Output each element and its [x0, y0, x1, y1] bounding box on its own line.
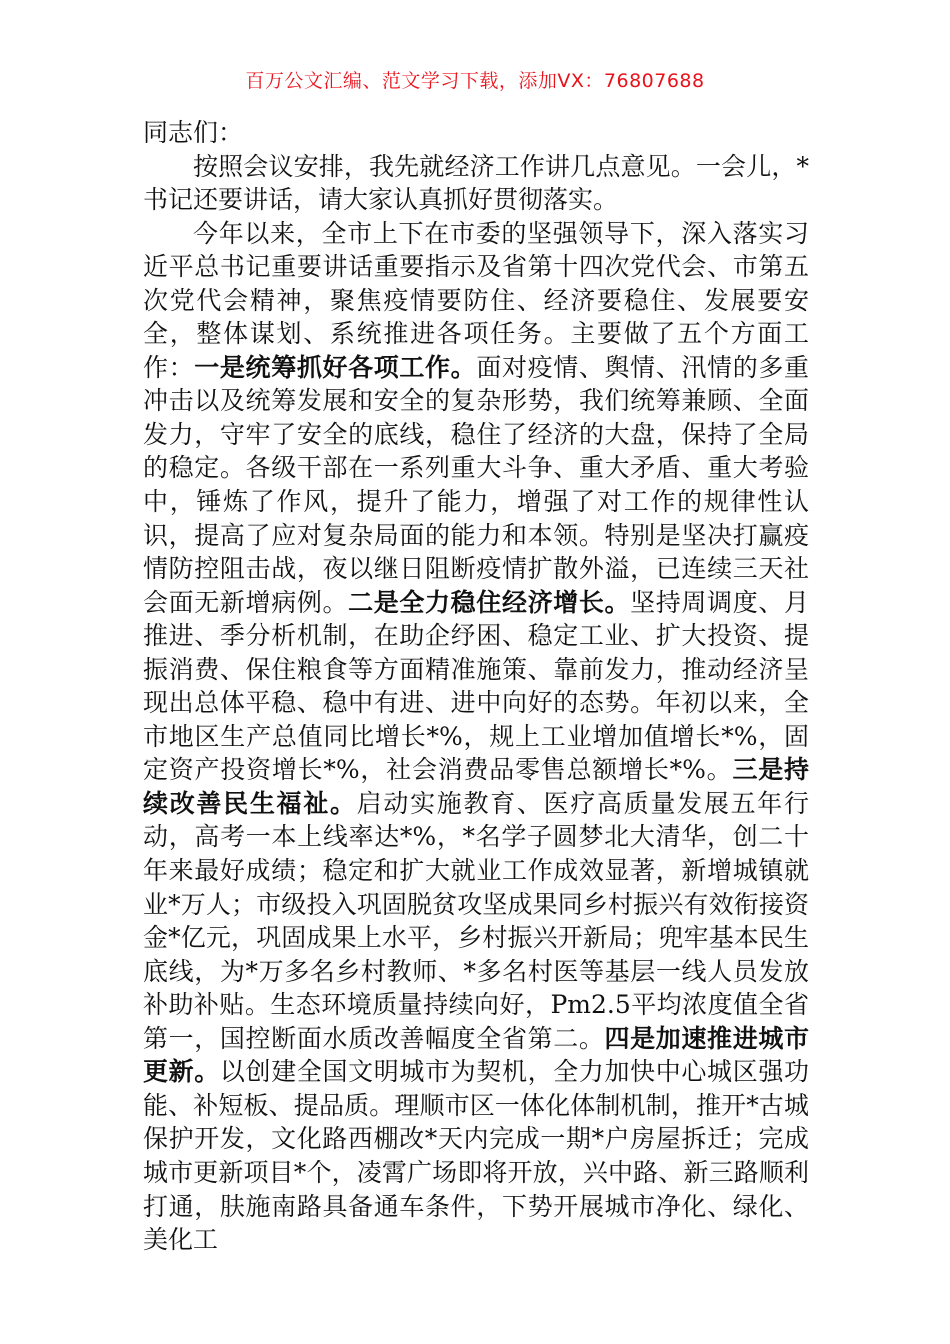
paragraph-2	[143, 217, 809, 1257]
point-3-title: 三是持续改善民生福祉。	[143, 755, 809, 818]
point-3-text: 启动实施教育、医疗高质量发展五年行动，高考一本上线率达*%，*名学子圆梦北大清华，创二十年来最好成绩；稳定和扩大就业工作成效显著，新增城镇就业*万人；市级投入巩固脱贫攻坚成果同乡村振兴有效衔接资金*亿元，巩固成果上水平，乡村振兴开新局；兜牢基本民生底线，为*万多名乡村教师、*多名村医等基层一线人员发放补助补贴。生态环境质量持续向好，Pm2.5平均浓度值全省第一，国控断面水质改善幅度全省第二。	[143, 788, 809, 1053]
point-2-text: 坚持周调度、月推进、季分析机制，在助企纾困、稳定工业、扩大投资、提振消费、保住粮食等方面精准施策、靠前发力，推动经济呈现出总体平稳、稳中有进、进中向好的态势。年初以来，全市地区生产总值同比增长*%，规上工业增加值增长*%，固定资产投资增长*%，社会消费品零售总额增长*%。	[143, 587, 809, 785]
paragraph-2-intro: 今年以来，全市上下在市委的坚强领导下，深入落实习近平总书记重要讲话重要指示及省第十四次党代会、市第五次党代会精神，聚焦疫情要防住、经济要稳住、发展要安全，整体谋划、系统推进各项任务。主要做了五个方面工作：	[143, 218, 809, 382]
page-header-banner: 百万公文汇编、范文学习下载，添加VX：76807688	[245, 70, 705, 92]
point-2-title: 二是全力稳住经济增长。	[348, 587, 631, 617]
document-body	[143, 116, 809, 1257]
point-4-text: 以创建全国文明城市为契机，全力加快中心城区强功能、补短板、提品质。理顺市区一体化体制机制，推开*古城保护开发，文化路西棚改*天内完成一期*户房屋拆迁；完成城市更新项目*个，凌霄广场即将开放，兴中路、新三路顺利打通，肤施南路具备通车条件，下势开展城市净化、绿化、美化工	[143, 1057, 809, 1255]
point-1-text: 面对疫情、舆情、汛情的多重冲击以及统筹发展和安全的复杂形势，我们统筹兼顾、全面发力，守牢了安全的底线，稳住了经济的大盘，保持了全局的稳定。各级干部在一系列重大斗争、重大矛盾、重大考验中，锤炼了作风，提升了能力，增强了对工作的规律性认识，提高了应对复杂局面的能力和本领。特别是坚决打赢疫情防控阻击战，夜以继日阻断疫情扩散外溢，已连续三天社会面无新增病例。	[143, 352, 809, 617]
paragraph-1: 按照会议安排，我先就经济工作讲几点意见。一会儿，*书记还要讲话，请大家认真抓好贯彻落实。	[143, 151, 809, 215]
greeting-line: 同志们：	[143, 118, 244, 147]
point-4-title: 四是加速推进城市更新。	[143, 1023, 809, 1087]
point-1-title: 一是统筹抓好各项工作。	[194, 352, 477, 382]
